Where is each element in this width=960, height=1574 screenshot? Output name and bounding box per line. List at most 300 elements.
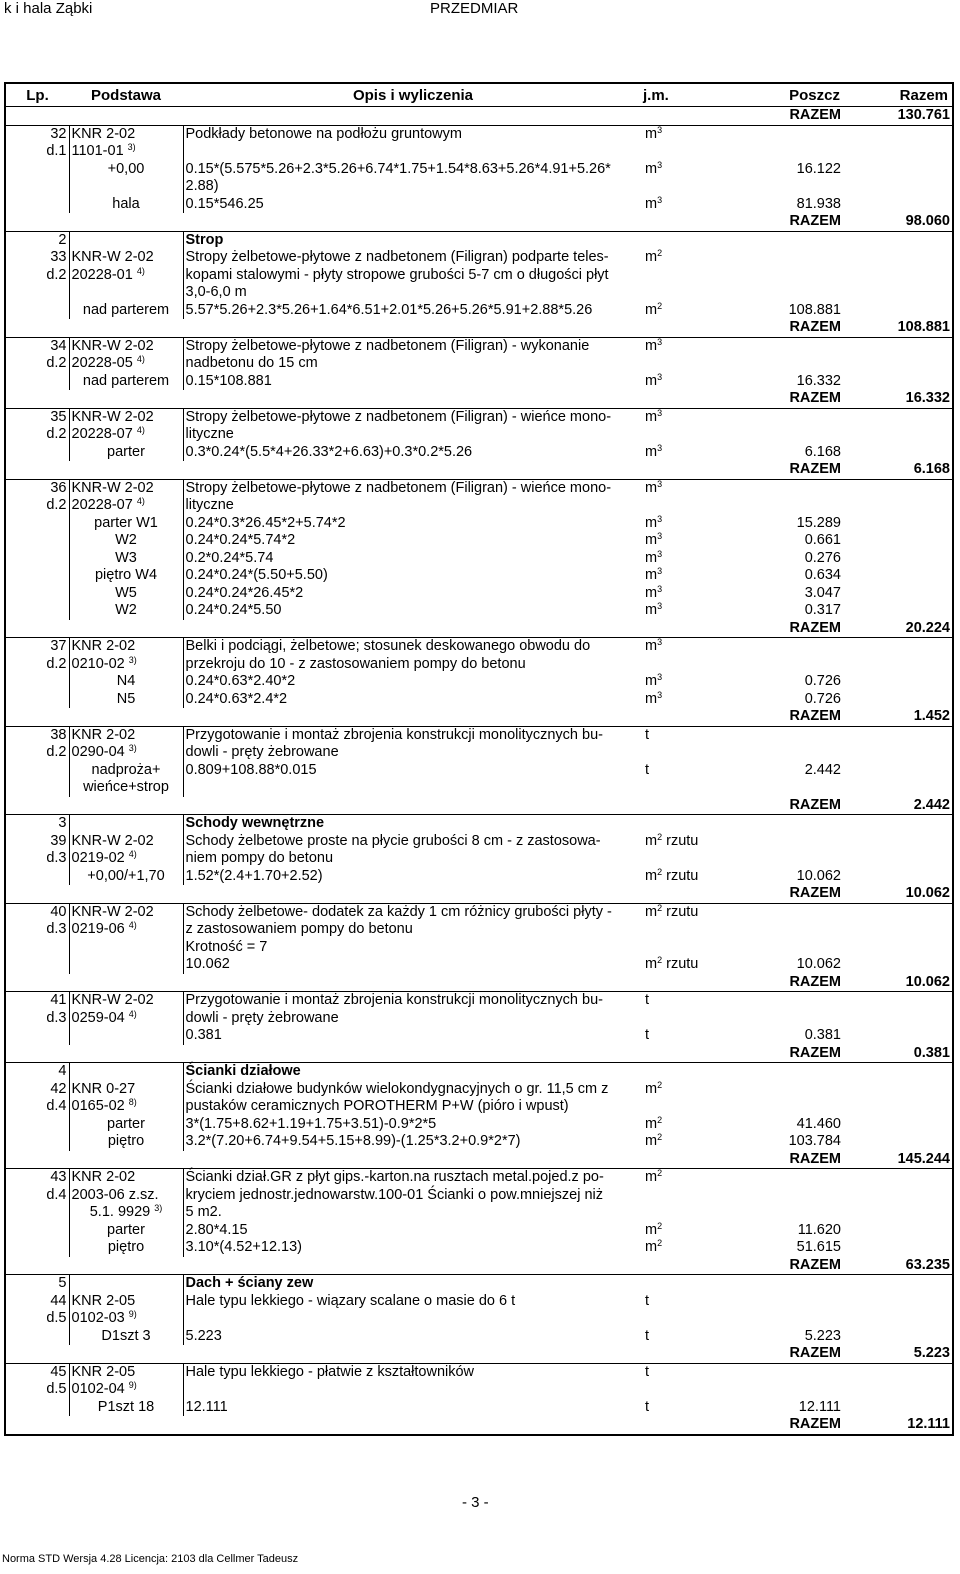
cell-poszcz — [747, 992, 843, 1010]
unit-exponent: 3 — [657, 672, 663, 682]
cell-jm — [643, 284, 747, 302]
cell-razem — [843, 726, 953, 744]
cell-lp: 39 — [50, 832, 67, 849]
cell-razem — [843, 143, 953, 161]
cell-razem — [843, 249, 953, 267]
cell-opis — [183, 779, 643, 797]
cell-opis — [183, 921, 643, 939]
cell-jm — [643, 550, 747, 568]
cell-podstawa — [69, 1081, 183, 1099]
cell-lp: 36 — [5, 479, 69, 497]
unit-exponent: 2 — [657, 300, 663, 311]
opis-text: 10.062 — [185, 956, 230, 972]
cell-lp — [5, 1222, 69, 1240]
cell-jm — [643, 850, 747, 868]
table-row — [5, 567, 953, 585]
razem-row — [5, 708, 953, 726]
table-row — [5, 638, 953, 656]
podstawa-text: 0259-04 — [71, 1009, 125, 1026]
cell-lp — [5, 691, 69, 709]
cell-lp: 38 — [5, 726, 69, 744]
table-row — [5, 125, 953, 143]
razem-value: 20.224 — [905, 619, 950, 636]
page-number: - 3 - — [462, 1494, 489, 1511]
cell-lp: 37 — [5, 638, 69, 656]
cell-jm — [643, 497, 747, 515]
cell-podstawa — [69, 921, 183, 939]
cell-jm — [643, 408, 747, 426]
cell-razem — [843, 939, 953, 957]
podstawa-text: KNR-W 2-02 — [71, 408, 154, 425]
podstawa-text: piętro — [107, 1239, 145, 1255]
opis-text: 0.24*0.3*26.45*2+5.74*2 — [185, 514, 346, 531]
footnote-ref: 4) — [136, 496, 145, 506]
razem-row — [5, 213, 953, 231]
table-row — [5, 726, 953, 744]
razem-spacer — [5, 1045, 747, 1063]
cell-opis — [183, 1187, 643, 1205]
cell-jm — [643, 921, 747, 939]
cell-podstawa — [69, 1328, 183, 1346]
opis-text: z zastosowaniem pompy do betonu — [185, 921, 413, 937]
unit-text: m — [645, 408, 658, 425]
cell-razem — [843, 585, 953, 603]
razem-spacer — [5, 390, 747, 408]
cell-poszcz — [747, 1363, 843, 1381]
cell-poszcz — [747, 249, 843, 267]
cell-lp — [5, 1204, 69, 1222]
cell-lp: 44 — [50, 1292, 67, 1309]
cell-podstawa — [69, 992, 183, 1010]
cell-poszcz: 5.223 — [804, 1327, 841, 1344]
razem-value: 145.244 — [897, 1150, 950, 1167]
cell-poszcz — [747, 656, 843, 674]
razem-spacer — [5, 319, 747, 337]
table-row — [5, 744, 953, 762]
col-header-lp: Lp. — [5, 83, 69, 107]
table-row — [5, 1328, 953, 1346]
cell-poszcz — [747, 1275, 843, 1293]
cell-opis — [183, 903, 643, 921]
unit-text: m — [645, 532, 658, 548]
cell-opis — [183, 602, 643, 620]
table-body — [5, 107, 953, 1435]
cell-jm — [643, 1310, 747, 1328]
cell-lp: d.3 — [46, 1009, 67, 1026]
podstawa-text: parter — [107, 1115, 145, 1132]
cell-opis — [183, 408, 643, 426]
cell-opis — [183, 762, 643, 780]
cell-lp — [5, 550, 69, 568]
opis-text: 0.15*108.881 — [185, 372, 272, 389]
cell-lp: 35 — [5, 408, 69, 426]
podstawa-text: N5 — [116, 690, 136, 707]
cell-jm — [643, 532, 747, 550]
cell-lp — [5, 1399, 69, 1417]
opis-text: 12.111 — [185, 1398, 228, 1415]
table-row — [5, 956, 953, 974]
cell-opis — [183, 1363, 643, 1381]
cell-jm — [643, 726, 747, 744]
cell-podstawa — [69, 532, 183, 550]
unit-text: m — [645, 638, 658, 654]
cell-razem — [843, 1098, 953, 1116]
cell-poszcz: 2.442 — [804, 761, 841, 778]
cell-razem — [843, 1239, 953, 1257]
col-header-jm: j.m. — [643, 83, 747, 107]
cell-razem — [843, 1027, 953, 1045]
table-row — [5, 903, 953, 921]
cell-poszcz — [747, 231, 843, 249]
opis-text: 3.10*(4.52+12.13) — [185, 1239, 302, 1255]
cell-jm — [643, 868, 747, 886]
table-row — [5, 762, 953, 780]
unit-text: t — [645, 761, 650, 778]
unit-text: m — [645, 903, 658, 920]
podstawa-text: 0165-02 — [71, 1098, 125, 1114]
cell-podstawa — [69, 833, 183, 851]
razem-label: RAZEM — [789, 885, 841, 901]
cell-lp — [5, 196, 69, 214]
cell-podstawa — [69, 673, 183, 691]
cell-lp — [5, 532, 69, 550]
opis-text: 0.3*0.24*(5.5*4+26.33*2+6.63)+0.3*0.2*5.26 — [185, 443, 473, 460]
cell-poszcz — [747, 1293, 843, 1311]
cell-razem — [843, 1275, 953, 1293]
opis-text: Ścianki działowe budynków wielokondygnacyjnych o gr. 11,5 cm z — [185, 1080, 609, 1097]
opis-text: Belki i podciągi, żelbetowe; stosunek deskowanego obwodu do — [185, 638, 591, 654]
table-row — [5, 479, 953, 497]
opis-text: kryciem jednostr.jednowarstw.100-01 Ścianki o pow.mniejszej niż — [185, 1186, 603, 1203]
cell-razem — [843, 497, 953, 515]
cell-poszcz — [747, 1381, 843, 1399]
cell-lp: d.2 — [46, 744, 67, 760]
cell-lp — [5, 284, 69, 302]
opis-text: Stropy żelbetowe-płytowe z nadbetonem (Filigran) podparte teles- — [185, 249, 609, 265]
podstawa-text: KNR 2-02 — [71, 638, 136, 654]
unit-exponent: 3 — [657, 194, 663, 205]
cell-jm — [643, 567, 747, 585]
cell-podstawa — [69, 762, 183, 780]
table-row — [5, 691, 953, 709]
footnote-ref: 3) — [128, 654, 137, 665]
cell-lp — [5, 585, 69, 603]
cell-podstawa — [69, 585, 183, 603]
opis-text: 0.381 — [185, 1027, 222, 1043]
cell-lp: 34 — [5, 337, 69, 355]
table-row — [5, 1081, 953, 1099]
cell-podstawa — [69, 656, 183, 674]
razem-value: 108.881 — [897, 319, 950, 335]
footnote-ref: 9) — [128, 1309, 137, 1319]
cell-razem — [843, 1328, 953, 1346]
razem-label: RAZEM — [789, 1416, 841, 1432]
table-row — [5, 143, 953, 161]
cell-lp: d.4 — [46, 1186, 67, 1203]
cell-podstawa — [69, 1169, 183, 1187]
unit-text: m — [645, 301, 658, 318]
razem-label: RAZEM — [789, 213, 841, 229]
cell-poszcz — [747, 779, 843, 797]
razem-value: 10.062 — [905, 973, 950, 990]
unit-text: t — [645, 992, 650, 1008]
table-row — [5, 550, 953, 568]
cell-razem — [843, 178, 953, 196]
cell-jm — [643, 585, 747, 603]
cell-razem — [843, 444, 953, 462]
cell-razem — [843, 337, 953, 355]
cell-lp — [5, 178, 69, 196]
cell-razem — [843, 779, 953, 797]
razem-spacer — [5, 885, 747, 903]
razem-value: 6.168 — [913, 461, 950, 477]
cell-poszcz — [747, 1169, 843, 1187]
cell-jm — [643, 1063, 747, 1081]
cell-jm — [643, 1239, 747, 1257]
podstawa-text: W2 — [115, 532, 137, 548]
table-row — [5, 1275, 953, 1293]
cell-razem — [843, 515, 953, 533]
cell-opis — [183, 249, 643, 267]
cell-opis — [183, 656, 643, 674]
cell-lp — [5, 602, 69, 620]
cell-podstawa — [69, 408, 183, 426]
cell-podstawa — [69, 868, 183, 886]
opis-text: Podkłady betonowe na podłożu gruntowym — [185, 125, 462, 142]
table-row — [5, 1010, 953, 1028]
razem-row — [5, 319, 953, 337]
opis-text: dowli - pręty żebrowane — [185, 744, 339, 760]
unit-exponent: 2 — [657, 1079, 663, 1090]
cell-jm — [643, 1187, 747, 1205]
razem-value: 2.442 — [913, 796, 950, 813]
cell-podstawa — [69, 1027, 183, 1045]
cell-jm — [643, 691, 747, 709]
cell-poszcz — [747, 850, 843, 868]
cell-podstawa — [69, 1010, 183, 1028]
razem-spacer — [5, 974, 747, 992]
footnote-ref: 3) — [128, 743, 137, 753]
cell-podstawa — [69, 1116, 183, 1134]
cell-razem — [843, 550, 953, 568]
cell-podstawa — [69, 196, 183, 214]
table-row — [5, 1133, 953, 1151]
cell-razem — [843, 1222, 953, 1240]
opis-text: Stropy żelbetowe-płytowe z nadbetonem (Filigran) - wieńce mono- — [185, 408, 612, 425]
cell-lp — [5, 779, 69, 797]
col-header-razem: Razem — [843, 83, 953, 107]
cell-jm — [643, 1081, 747, 1099]
table-row — [5, 1310, 953, 1328]
razem-row — [5, 620, 953, 638]
podstawa-text: 20228-01 — [71, 266, 133, 283]
cell-razem — [843, 1310, 953, 1328]
opis-text: 0.24*0.24*5.74*2 — [185, 532, 296, 548]
razem-row — [5, 885, 953, 903]
cell-lp: 2 — [5, 231, 69, 249]
unit-exponent: 3 — [657, 407, 663, 418]
opis-text: pustaków ceramicznych POROTHERM P+W (pióro i wpust) — [185, 1098, 569, 1114]
cell-razem — [843, 744, 953, 762]
table-row — [5, 1187, 953, 1205]
cell-opis — [183, 267, 643, 285]
opis-text: Hale typu lekkiego - wiązary scalane o masie do 6 t — [185, 1292, 516, 1309]
cell-poszcz: 0.381 — [804, 1027, 841, 1043]
cell-lp: 41 — [5, 992, 69, 1010]
table-row — [5, 1293, 953, 1311]
opis-text: 5.223 — [185, 1327, 222, 1344]
cell-opis — [183, 550, 643, 568]
cell-lp — [5, 1027, 69, 1045]
razem-row — [5, 390, 953, 408]
unit-exponent: 2 — [657, 248, 663, 258]
unit-exponent: 2 — [657, 831, 663, 842]
opis-text: przekroju do 10 - z zastosowaniem pompy do betonu — [185, 655, 526, 672]
unit-text: m — [645, 690, 658, 707]
cell-podstawa — [69, 1063, 183, 1081]
cell-podstawa — [69, 956, 183, 974]
unit-text: m — [645, 372, 658, 389]
cell-opis — [183, 1293, 643, 1311]
cell-razem — [843, 567, 953, 585]
przedmiar-table — [4, 82, 954, 1436]
razem-row — [5, 461, 953, 479]
cell-poszcz — [747, 1010, 843, 1028]
cell-lp — [5, 1116, 69, 1134]
cell-opis — [183, 479, 643, 497]
razem-row — [5, 1416, 953, 1435]
cell-lp: 42 — [50, 1080, 67, 1097]
razem-spacer — [5, 1257, 747, 1275]
cell-poszcz: 0.276 — [804, 549, 841, 566]
cell-razem — [843, 1204, 953, 1222]
cell-poszcz — [747, 143, 843, 161]
cell-jm — [643, 673, 747, 691]
cell-razem — [843, 231, 953, 249]
cell-lp — [5, 868, 69, 886]
unit-exponent: 3 — [657, 583, 663, 594]
cell-opis — [183, 444, 643, 462]
cell-jm — [643, 1098, 747, 1116]
table-row — [5, 337, 953, 355]
cell-jm — [643, 903, 747, 921]
cell-poszcz — [747, 833, 843, 851]
table-row — [5, 673, 953, 691]
cell-opis — [183, 1222, 643, 1240]
cell-lp: d.5 — [46, 1310, 67, 1326]
table-row — [5, 921, 953, 939]
razem-spacer — [5, 797, 747, 815]
cell-podstawa — [69, 479, 183, 497]
cell-opis — [183, 1133, 643, 1151]
table-row — [5, 249, 953, 267]
cell-jm — [643, 196, 747, 214]
opis-text: Ścianki dział.GR z płyt gips.-karton.na rusztach metal.pojed.z po- — [185, 1169, 604, 1185]
cell-jm — [643, 302, 747, 320]
cell-lp — [5, 161, 69, 179]
cell-razem — [843, 1116, 953, 1134]
cell-razem — [843, 992, 953, 1010]
razem-label: RAZEM — [789, 1345, 841, 1361]
cell-lp — [5, 302, 69, 320]
cell-podstawa — [69, 1381, 183, 1399]
opis-text: Schody żelbetowe- dodatek za każdy 1 cm różnicy grubości płyty - — [185, 903, 612, 920]
cell-poszcz: 0.634 — [804, 567, 841, 583]
podstawa-text: KNR 2-02 — [71, 125, 136, 142]
unit-exponent: 3 — [657, 637, 663, 647]
header-document-type: PRZEDMIAR — [430, 0, 519, 17]
cell-jm — [643, 1222, 747, 1240]
table-row — [5, 1116, 953, 1134]
cell-jm — [643, 178, 747, 196]
unit-text: m — [645, 1080, 658, 1097]
cell-poszcz — [747, 815, 843, 833]
cell-podstawa — [69, 1098, 183, 1116]
unit-exponent: 2 — [657, 955, 663, 965]
unit-exponent: 3 — [657, 566, 663, 576]
cell-razem — [843, 956, 953, 974]
cell-poszcz: 0.661 — [804, 532, 841, 548]
podstawa-text: D1szt 3 — [101, 1327, 151, 1344]
cell-poszcz — [747, 337, 843, 355]
cell-poszcz: 0.317 — [804, 602, 841, 618]
cell-poszcz — [747, 408, 843, 426]
cell-poszcz — [747, 1204, 843, 1222]
cell-opis — [183, 337, 643, 355]
footer-license: Norma STD Wersja 4.28 Licencja: 2103 dla Cellmer Tadeusz — [2, 1553, 299, 1565]
unit-text: t — [645, 1027, 650, 1043]
cell-lp: d.2 — [46, 426, 67, 442]
podstawa-text: parter W1 — [94, 514, 158, 531]
opis-text: 3,0-6,0 m — [185, 284, 247, 300]
opis-text: Stropy żelbetowe-płytowe z nadbetonem (Filigran) - wieńce mono- — [185, 479, 612, 496]
cell-jm — [643, 373, 747, 391]
razem-spacer — [5, 107, 747, 126]
podstawa-text: KNR-W 2-02 — [71, 992, 154, 1008]
podstawa-text: KNR 2-02 — [71, 726, 136, 743]
cell-opis — [183, 161, 643, 179]
cell-jm — [643, 1133, 747, 1151]
cell-poszcz — [747, 267, 843, 285]
cell-opis — [183, 1381, 643, 1399]
podstawa-text: +0,00 — [107, 160, 145, 177]
table-row — [5, 1027, 953, 1045]
cell-razem — [843, 762, 953, 780]
footnote-ref: 8) — [128, 1097, 137, 1107]
table-row — [5, 231, 953, 249]
cell-poszcz — [747, 1081, 843, 1099]
cell-podstawa — [69, 1133, 183, 1151]
unit-text: m — [645, 673, 658, 689]
cell-podstawa — [69, 779, 183, 797]
cell-lp — [5, 1328, 69, 1346]
cell-poszcz — [747, 1098, 843, 1116]
cell-razem — [843, 602, 953, 620]
opis-text: lityczne — [185, 426, 234, 442]
unit-text: m — [645, 443, 658, 460]
cell-razem — [843, 903, 953, 921]
cell-opis — [183, 125, 643, 143]
cell-podstawa — [69, 939, 183, 957]
table-row — [5, 267, 953, 285]
cell-podstawa — [69, 444, 183, 462]
unit-text: t — [645, 1327, 650, 1344]
cell-lp: d.3 — [46, 850, 67, 866]
table-row — [5, 1169, 953, 1187]
opis-text: Schody żelbetowe proste na płycie grubości 8 cm - z zastosowa- — [185, 832, 601, 849]
opis-text: kopami stalowymi - płyty stropowe grubości 5-7 cm o długości płyt — [185, 266, 609, 283]
table-row — [5, 779, 953, 797]
